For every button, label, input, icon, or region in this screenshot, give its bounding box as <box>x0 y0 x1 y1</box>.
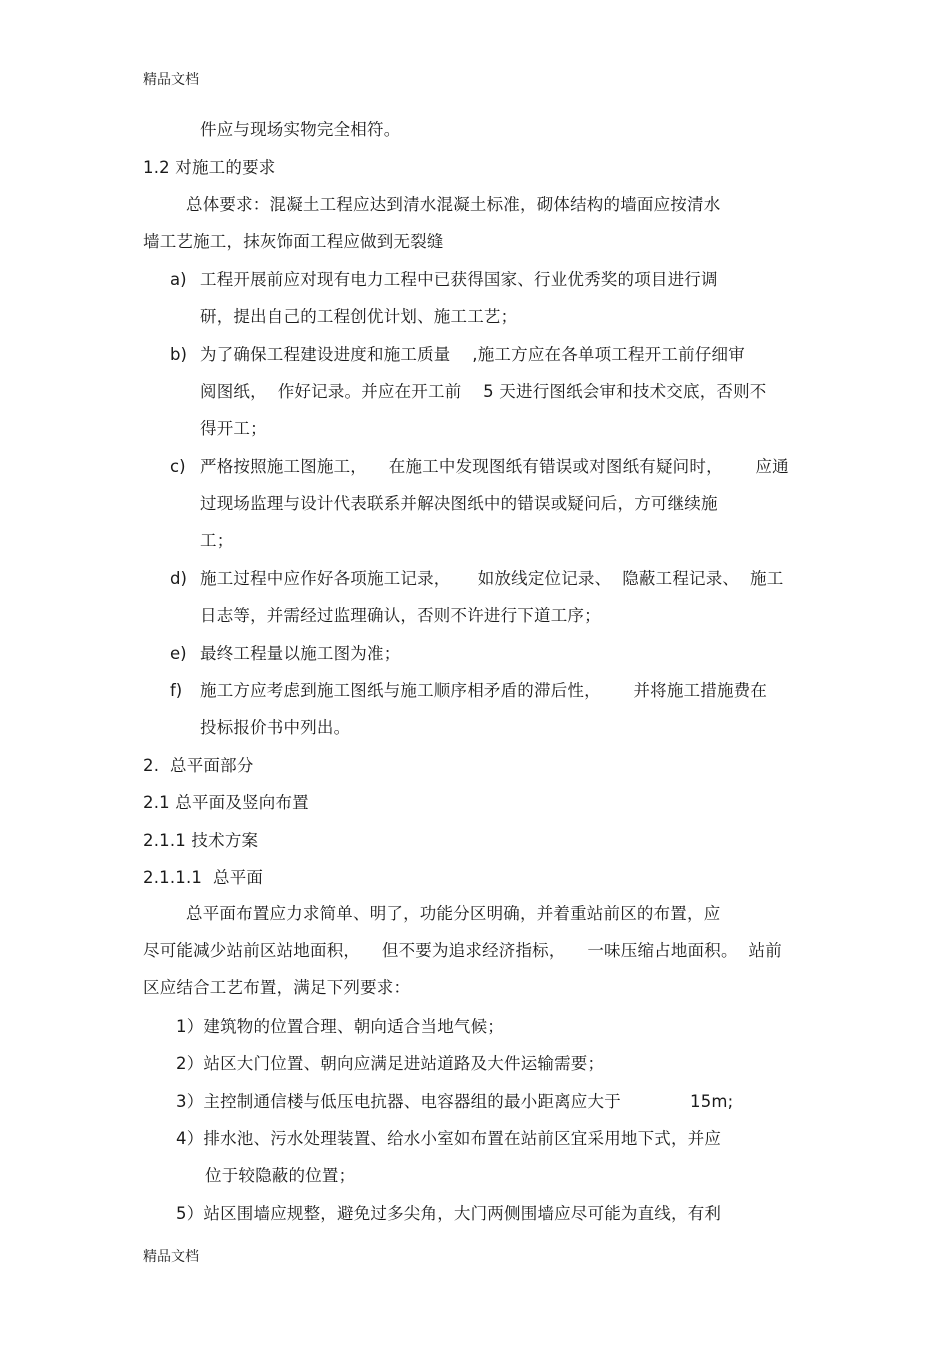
list-item-d-line: 日志等，并需经过监理确认，否则不许进行下道工序； <box>200 606 601 625</box>
page-header: 精品文档 <box>143 72 199 88</box>
paragraph-line: 墙工艺施工，抹灰饰面工程应做到无裂缝 <box>143 232 444 251</box>
list-item-e-line: 最终工程量以施工图为准； <box>200 644 401 663</box>
list-item-c-line: 严格按照施工图施工， 在施工中发现图纸有错误或对图纸有疑问时， 应通 <box>200 457 789 476</box>
numbered-item-5: 5）站区围墙应规整，避免过多尖角，大门两侧围墙应尽可能为直线，有利 <box>176 1204 722 1223</box>
paragraph-line: 尽可能减少站前区站地面积， 但不要为追求经济指标， 一味压缩占地面积。 站前 <box>143 941 782 960</box>
list-item-c-line: 工； <box>200 531 234 550</box>
section-heading-2-1-1-1: 2.1.1.1 总平面 <box>143 868 264 887</box>
section-heading-2-1: 2.1 总平面及竖向布置 <box>143 793 309 812</box>
list-item-b-line: 得开工； <box>200 419 267 438</box>
list-marker-b: b) <box>170 345 187 364</box>
section-heading-2-1-1: 2.1.1 技术方案 <box>143 831 259 850</box>
numbered-item-4-line: 位于较隐蔽的位置； <box>205 1166 356 1185</box>
list-item-a-line: 工程开展前应对现有电力工程中已获得国家、行业优秀奖的项目进行调 <box>200 270 718 289</box>
numbered-item-3-value: 15m; <box>690 1092 734 1111</box>
section-heading-2: 2. 总平面部分 <box>143 756 254 775</box>
list-item-f-line: 施工方应考虑到施工图纸与施工顺序相矛盾的滞后性， 并将施工措施费在 <box>200 681 768 700</box>
list-item-a-line: 研，提出自己的工程创优计划、施工工艺； <box>200 307 518 326</box>
list-marker-e: e) <box>170 644 187 663</box>
continued-line: 件应与现场实物完全相符。 <box>200 120 401 139</box>
section-heading-1-2: 1.2 对施工的要求 <box>143 158 276 177</box>
list-item-d-line: 施工过程中应作好各项施工记录， 如放线定位记录、 隐蔽工程记录、 施工 <box>200 569 784 588</box>
paragraph-line: 总体要求：混凝土工程应达到清水混凝土标准，砌体结构的墙面应按清水 <box>186 195 721 214</box>
list-marker-d: d) <box>170 569 187 588</box>
list-marker-a: a) <box>170 270 187 289</box>
list-marker-f: f) <box>170 681 183 700</box>
numbered-item-1: 1）建筑物的位置合理、朝向适合当地气候； <box>176 1017 504 1036</box>
paragraph-line: 区应结合工艺布置，满足下列要求： <box>143 978 411 997</box>
numbered-item-2: 2）站区大门位置、朝向应满足进站道路及大件运输需要； <box>176 1054 605 1073</box>
paragraph-line: 总平面布置应力求简单、明了，功能分区明确，并着重站前区的布置，应 <box>186 904 721 923</box>
list-item-f-line: 投标报价书中列出。 <box>200 718 351 737</box>
page-footer: 精品文档 <box>143 1249 199 1265</box>
list-item-b-line: 阅图纸， 作好记录。并应在开工前 5 天进行图纸会审和技术交底，否则不 <box>200 382 767 401</box>
list-item-b-line: 为了确保工程建设进度和施工质量 ,施工方应在各单项工程开工前仔细审 <box>200 345 745 364</box>
numbered-item-4: 4）排水池、污水处理装置、给水小室如布置在站前区宜采用地下式，并应 <box>176 1129 722 1148</box>
list-marker-c: c) <box>170 457 186 476</box>
numbered-item-3: 3）主控制通信楼与低压电抗器、电容器组的最小距离应大于 <box>176 1092 621 1111</box>
list-item-c-line: 过现场监理与设计代表联系并解决图纸中的错误或疑问后，方可继续施 <box>200 494 718 513</box>
